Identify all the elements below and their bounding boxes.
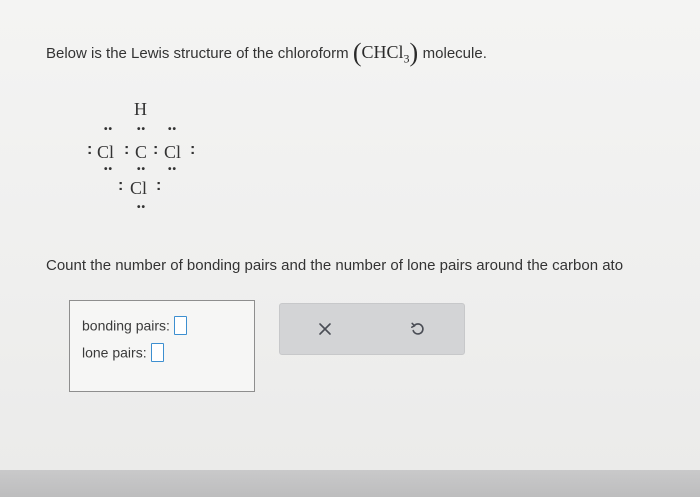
lewis-structure xyxy=(80,95,230,225)
prompt-text-after: molecule. xyxy=(422,45,487,62)
lone-pairs-input[interactable] xyxy=(151,343,164,362)
lone-pair-cl-left-top: •• xyxy=(104,124,114,135)
bonding-pairs-input[interactable] xyxy=(174,316,187,335)
bonding-pairs-label: bonding pairs: xyxy=(82,317,170,334)
lone-pair-cl-bottom-left: : xyxy=(118,177,124,194)
bottom-bezel xyxy=(0,470,700,497)
undo-icon xyxy=(410,321,426,337)
x-icon xyxy=(318,322,332,336)
formula-subscript: 3 xyxy=(403,51,410,66)
action-panel xyxy=(279,303,465,355)
chlorine-atom-right: Cl xyxy=(164,142,182,162)
problem-statement xyxy=(46,38,487,68)
hydrogen-atom: H xyxy=(134,99,147,119)
lone-pair-cl-right-bottom: •• xyxy=(168,164,178,175)
lone-pairs-row xyxy=(82,343,164,362)
bond-pair-c-cl-right: : xyxy=(153,141,159,158)
formula-main: CHCl xyxy=(361,42,404,62)
answer-box xyxy=(69,300,255,392)
bond-pair-c-h: •• xyxy=(137,124,147,135)
formula-close-paren: ) xyxy=(409,38,419,67)
formula-open-paren: ( xyxy=(352,38,362,67)
lone-pair-cl-left-bottom: •• xyxy=(104,164,114,175)
lone-pair-cl-bottom-right: : xyxy=(156,177,162,194)
chemical-formula xyxy=(352,38,423,67)
lone-pair-cl-right-side: : xyxy=(190,141,196,158)
question-text: Count the number of bonding pairs and the number of lone pairs around the carbon ato xyxy=(46,257,624,274)
lone-pairs-label: lone pairs: xyxy=(82,344,147,361)
lone-pair-cl-bottom-below: •• xyxy=(137,202,147,213)
chlorine-atom-left: Cl xyxy=(97,142,115,162)
chlorine-atom-bottom: Cl xyxy=(130,178,148,198)
bonding-pairs-row xyxy=(82,316,187,335)
bond-pair-c-cl-left: : xyxy=(124,141,130,158)
lone-pair-cl-right-top: •• xyxy=(168,124,178,135)
clear-button[interactable] xyxy=(314,318,336,340)
prompt-text-before: Below is the Lewis structure of the chloroform xyxy=(46,45,349,62)
bond-pair-c-cl-bottom: •• xyxy=(137,164,147,175)
undo-button[interactable] xyxy=(407,318,429,340)
lone-pair-cl-left-side: : xyxy=(87,141,93,158)
carbon-atom: C xyxy=(135,142,148,162)
